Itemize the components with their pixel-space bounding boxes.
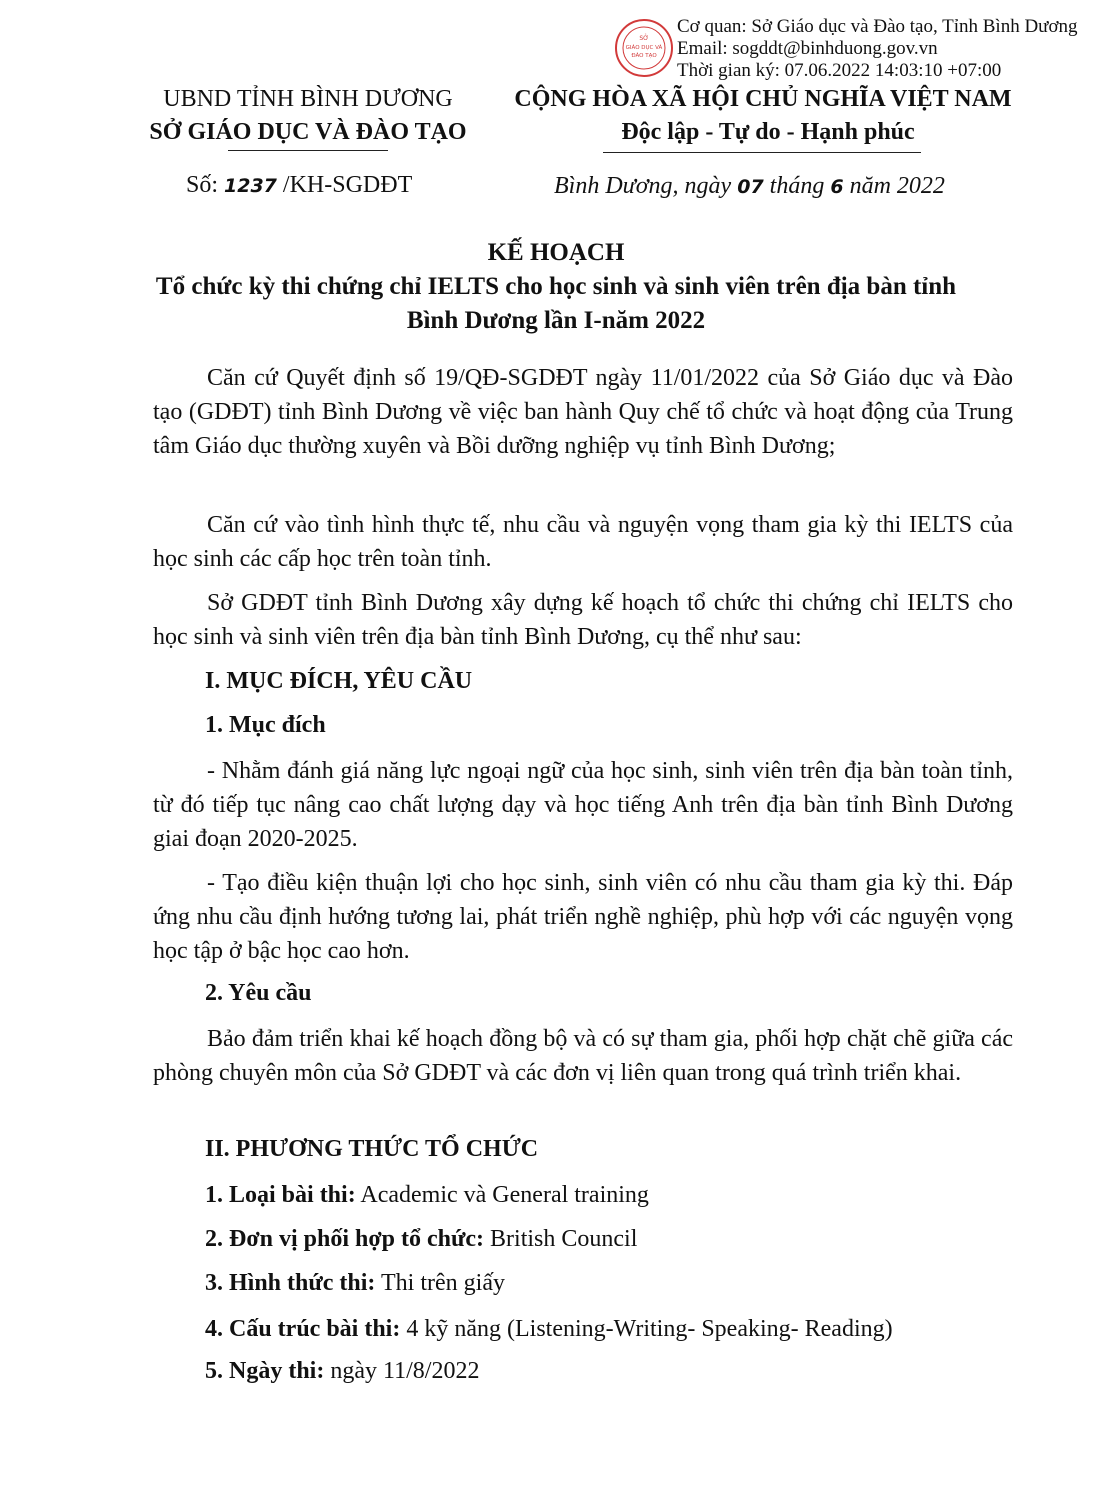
paragraph-purpose-1: - Nhằm đánh giá năng lực ngoại ngữ của học sinh, sinh viên trên địa bàn toàn tỉnh, từ đó tiếp tục nâng cao chất lượng dạy và học tiếng Anh trên địa bàn tỉnh Bình Dương giai đoạn 2020-2025. (153, 758, 1013, 852)
section-heading-2: II. PHƯƠNG THỨC TỔ CHỨC (205, 1136, 539, 1162)
paragraph-intro: Sở GDĐT tỉnh Bình Dương xây dựng kế hoạch tổ chức thi chứng chỉ IELTS cho học sinh và sinh viên trên địa bàn tỉnh Bình Dương, cụ thể như sau: (153, 590, 1013, 650)
item-label: 3. Hình thức thi: (205, 1270, 376, 1296)
org-name-line1: UBND TỈNH BÌNH DƯƠNG (163, 86, 453, 112)
document-type-title: KẾ HOẠCH (487, 239, 625, 266)
signature-time: Thời gian ký: 07.06.2022 14:03:10 +07:00 (677, 60, 1002, 81)
date-prefix: Bình Dương, ngày (554, 173, 738, 199)
list-item (205, 1312, 893, 1346)
seal-text-line2: GIÁO DỤC VÀ (625, 45, 663, 51)
seal-text-line1: SỞ (639, 35, 649, 42)
item-value: Academic và General training (355, 1182, 649, 1208)
list-item (205, 1178, 649, 1212)
signature-agency: Cơ quan: Sở Giáo dục và Đào tạo, Tỉnh Bình Dương (677, 16, 1078, 37)
item-value: 4 kỹ năng (Listening-Writing- Speaking- Reading) (400, 1316, 893, 1342)
document-number-handwritten: 1237 (224, 175, 277, 197)
item-label: 1. Loại bài thi: (205, 1182, 356, 1208)
subsection-heading-purpose: 1. Mục đích (205, 712, 326, 738)
document-subject-line2: Bình Dương lần I-năm 2022 (406, 307, 706, 334)
org-underline (228, 150, 388, 151)
motto-underline (603, 152, 921, 153)
country-name: CỘNG HÒA XÃ HỘI CHỦ NGHĨA VIỆT NAM (514, 86, 1012, 112)
item-label: 5. Ngày thi: (205, 1358, 325, 1384)
section-heading-1: I. MỤC ĐÍCH, YÊU CẦU (205, 668, 473, 694)
paragraph-legal-basis-2: Căn cứ vào tình hình thực tế, nhu cầu và nguyện vọng tham gia kỳ thi IELTS của học sinh các cấp học trên toàn tỉnh. (153, 512, 1013, 572)
list-item (205, 1354, 479, 1388)
date-month-label: tháng (763, 173, 831, 199)
date-day-handwritten: 07 (737, 176, 764, 198)
date-year: năm 2022 (843, 173, 945, 199)
paragraph-requirements: Bảo đảm triển khai kế hoạch đồng bộ và có sự tham gia, phối hợp chặt chẽ giữa các phòng chuyên môn của Sở GDĐT và các đơn vị liên quan trong quá trình triển khai. (153, 1026, 1013, 1086)
list-item (205, 1266, 505, 1300)
item-label: 4. Cấu trúc bài thi: (205, 1316, 401, 1342)
country-motto: Độc lập - Tự do - Hạnh phúc (621, 119, 915, 145)
paragraph-legal-basis-1: Căn cứ Quyết định số 19/QĐ-SGDĐT ngày 11/01/2022 của Sở Giáo dục và Đào tạo (GDĐT) tỉnh Bình Dương về việc ban hành Quy chế tổ chức và hoạt động của Trung tâm Giáo dục thường xuyên và Bồi dưỡng nghiệp vụ tỉnh Bình Dương; (153, 365, 1013, 459)
item-value: ngày 11/8/2022 (324, 1358, 480, 1384)
item-value: British Council (484, 1226, 638, 1252)
document-subject-line1: Tổ chức kỳ thi chứng chỉ IELTS cho học sinh và sinh viên trên địa bàn tỉnh (155, 273, 957, 300)
signature-email: Email: sogddt@binhduong.gov.vn (677, 38, 938, 59)
list-item (205, 1222, 637, 1256)
date-month-handwritten: 6 (830, 176, 844, 198)
seal-text-line3: ĐÀO TẠO (631, 53, 657, 59)
digital-signature-info (677, 16, 1078, 82)
item-value: Thi trên giấy (375, 1270, 505, 1296)
document-number-prefix: Số: (186, 172, 225, 198)
subsection-heading-requirements: 2. Yêu cầu (205, 980, 312, 1006)
document-number-suffix: /KH-SGDĐT (276, 172, 413, 198)
org-name-line2: SỞ GIÁO DỤC VÀ ĐÀO TẠO (149, 119, 467, 145)
item-label: 2. Đơn vị phối hợp tổ chức: (205, 1226, 485, 1252)
document-number (186, 168, 412, 203)
official-seal-icon (614, 18, 674, 78)
document-date (554, 169, 945, 204)
paragraph-purpose-2: - Tạo điều kiện thuận lợi cho học sinh, sinh viên có nhu cầu tham gia kỳ thi. Đáp ứng nhu cầu định hướng tương lai, phát triển nghề nghiệp, phù hợp với các nguyện vọng học tập ở bậc học cao hơn. (153, 870, 1013, 964)
